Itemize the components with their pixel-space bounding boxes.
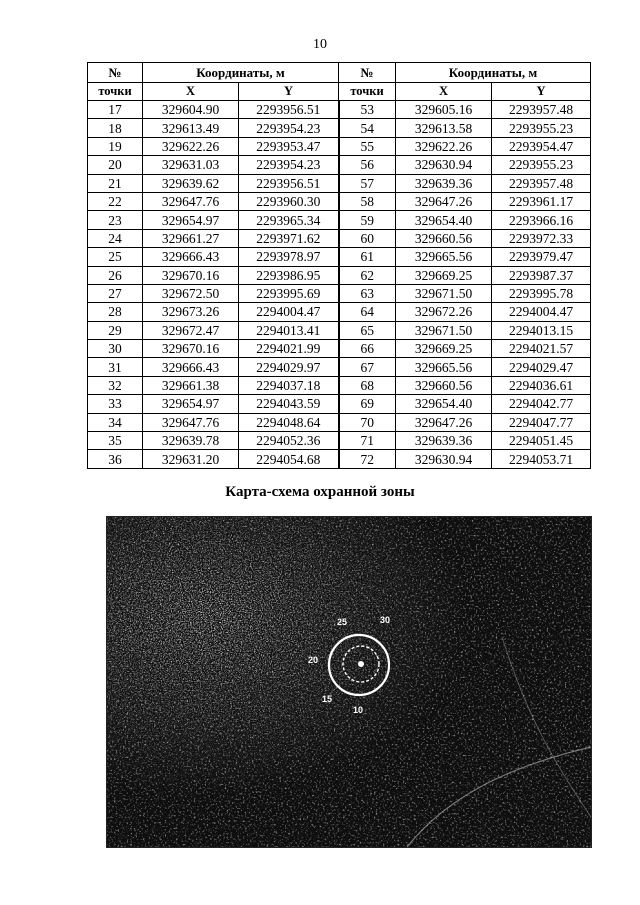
point-number-cell: 21 <box>88 174 143 192</box>
x-coordinate-cell: 329665.56 <box>396 248 492 266</box>
point-number-cell: 64 <box>339 303 396 321</box>
table-row <box>88 303 591 321</box>
point-number-cell: 29 <box>88 321 143 339</box>
point-number-cell: 59 <box>339 211 396 229</box>
x-coordinate-cell: 329661.27 <box>143 229 239 247</box>
header-x-left: X <box>143 83 239 101</box>
point-number-cell: 19 <box>88 137 143 155</box>
y-coordinate-cell: 2293972.33 <box>492 229 591 247</box>
y-coordinate-cell: 2294036.61 <box>492 376 591 394</box>
point-number-cell: 23 <box>88 211 143 229</box>
point-number-cell: 32 <box>88 376 143 394</box>
x-coordinate-cell: 329647.76 <box>143 192 239 210</box>
point-number-cell: 36 <box>88 450 143 468</box>
x-coordinate-cell: 329639.62 <box>143 174 239 192</box>
table-row <box>88 432 591 450</box>
x-coordinate-cell: 329639.78 <box>143 432 239 450</box>
x-coordinate-cell: 329622.26 <box>396 137 492 155</box>
x-coordinate-cell: 329613.49 <box>143 119 239 137</box>
point-number-cell: 69 <box>339 395 396 413</box>
x-coordinate-cell: 329669.25 <box>396 340 492 358</box>
y-coordinate-cell: 2293987.37 <box>492 266 591 284</box>
table-row <box>88 321 591 339</box>
point-number-cell: 56 <box>339 156 396 174</box>
y-coordinate-cell: 2293954.47 <box>492 137 591 155</box>
point-number-cell: 35 <box>88 432 143 450</box>
table-row <box>88 284 591 302</box>
x-coordinate-cell: 329666.43 <box>143 358 239 376</box>
y-coordinate-cell: 2293960.30 <box>239 192 339 210</box>
map-label-30: 30 <box>380 615 391 625</box>
header-coords-right: Координаты, м <box>396 63 591 83</box>
map-light-area <box>107 517 591 847</box>
point-number-cell: 25 <box>88 248 143 266</box>
map-image <box>107 517 591 847</box>
point-number-cell: 62 <box>339 266 396 284</box>
point-number-cell: 66 <box>339 340 396 358</box>
point-number-cell: 28 <box>88 303 143 321</box>
x-coordinate-cell: 329666.43 <box>143 248 239 266</box>
point-number-cell: 60 <box>339 229 396 247</box>
x-coordinate-cell: 329622.26 <box>143 137 239 155</box>
point-number-cell: 57 <box>339 174 396 192</box>
point-number-cell: 53 <box>339 101 396 119</box>
y-coordinate-cell: 2294004.47 <box>239 303 339 321</box>
x-coordinate-cell: 329631.03 <box>143 156 239 174</box>
map-label-25: 25 <box>337 617 348 627</box>
y-coordinate-cell: 2294052.36 <box>239 432 339 450</box>
x-coordinate-cell: 329670.16 <box>143 266 239 284</box>
table-row <box>88 413 591 431</box>
y-coordinate-cell: 2293978.97 <box>239 248 339 266</box>
header-y-right: Y <box>492 83 591 101</box>
header-points-right: точки <box>339 83 396 101</box>
point-number-cell: 63 <box>339 284 396 302</box>
y-coordinate-cell: 2294042.77 <box>492 395 591 413</box>
table-row <box>88 229 591 247</box>
x-coordinate-cell: 329673.26 <box>143 303 239 321</box>
y-coordinate-cell: 2293955.23 <box>492 156 591 174</box>
y-coordinate-cell: 2293979.47 <box>492 248 591 266</box>
point-number-cell: 17 <box>88 101 143 119</box>
y-coordinate-cell: 2293956.51 <box>239 101 339 119</box>
y-coordinate-cell: 2294048.64 <box>239 413 339 431</box>
y-coordinate-cell: 2294029.47 <box>492 358 591 376</box>
point-number-cell: 20 <box>88 156 143 174</box>
x-coordinate-cell: 329631.20 <box>143 450 239 468</box>
header-no-left: № <box>88 63 143 83</box>
x-coordinate-cell: 329647.26 <box>396 413 492 431</box>
y-coordinate-cell: 2294053.71 <box>492 450 591 468</box>
y-coordinate-cell: 2294043.59 <box>239 395 339 413</box>
x-coordinate-cell: 329672.47 <box>143 321 239 339</box>
header-x-right: X <box>396 83 492 101</box>
y-coordinate-cell: 2293954.23 <box>239 119 339 137</box>
header-y-left: Y <box>239 83 339 101</box>
x-coordinate-cell: 329671.50 <box>396 321 492 339</box>
y-coordinate-cell: 2293957.48 <box>492 174 591 192</box>
map-caption: Карта-схема охранной зоны <box>225 484 415 500</box>
table-row <box>88 192 591 210</box>
point-number-cell: 70 <box>339 413 396 431</box>
point-number-cell: 30 <box>88 340 143 358</box>
table-row <box>88 248 591 266</box>
x-coordinate-cell: 329654.40 <box>396 395 492 413</box>
point-number-cell: 27 <box>88 284 143 302</box>
y-coordinate-cell: 2293961.17 <box>492 192 591 210</box>
protection-zone-map <box>106 516 592 848</box>
y-coordinate-cell: 2293966.16 <box>492 211 591 229</box>
x-coordinate-cell: 329672.26 <box>396 303 492 321</box>
y-coordinate-cell: 2293955.23 <box>492 119 591 137</box>
y-coordinate-cell: 2293971.62 <box>239 229 339 247</box>
y-coordinate-cell: 2293954.23 <box>239 156 339 174</box>
page-number: 10 <box>313 37 327 52</box>
table-row <box>88 340 591 358</box>
y-coordinate-cell: 2294021.99 <box>239 340 339 358</box>
table-row <box>88 395 591 413</box>
point-number-cell: 22 <box>88 192 143 210</box>
x-coordinate-cell: 329604.90 <box>143 101 239 119</box>
point-number-cell: 58 <box>339 192 396 210</box>
y-coordinate-cell: 2294021.57 <box>492 340 591 358</box>
y-coordinate-cell: 2294051.45 <box>492 432 591 450</box>
table-row <box>88 101 591 119</box>
point-number-cell: 61 <box>339 248 396 266</box>
y-coordinate-cell: 2294013.15 <box>492 321 591 339</box>
table-row <box>88 137 591 155</box>
x-coordinate-cell: 329605.16 <box>396 101 492 119</box>
table-row <box>88 174 591 192</box>
map-label-20: 20 <box>308 655 319 665</box>
point-number-cell: 72 <box>339 450 396 468</box>
x-coordinate-cell: 329639.36 <box>396 432 492 450</box>
table-row <box>88 358 591 376</box>
x-coordinate-cell: 329639.36 <box>396 174 492 192</box>
point-number-cell: 54 <box>339 119 396 137</box>
x-coordinate-cell: 329654.97 <box>143 211 239 229</box>
header-no-right: № <box>339 63 396 83</box>
table-row <box>88 211 591 229</box>
y-coordinate-cell: 2294029.97 <box>239 358 339 376</box>
point-number-cell: 55 <box>339 137 396 155</box>
point-number-cell: 34 <box>88 413 143 431</box>
table-row <box>88 266 591 284</box>
coordinates-table <box>87 62 591 469</box>
x-coordinate-cell: 329669.25 <box>396 266 492 284</box>
y-coordinate-cell: 2293953.47 <box>239 137 339 155</box>
table-body <box>88 101 591 469</box>
point-number-cell: 18 <box>88 119 143 137</box>
table-row <box>88 156 591 174</box>
y-coordinate-cell: 2293965.34 <box>239 211 339 229</box>
x-coordinate-cell: 329630.94 <box>396 156 492 174</box>
map-label-15: 15 <box>322 694 333 704</box>
point-number-cell: 65 <box>339 321 396 339</box>
y-coordinate-cell: 2294054.68 <box>239 450 339 468</box>
x-coordinate-cell: 329647.26 <box>396 192 492 210</box>
x-coordinate-cell: 329672.50 <box>143 284 239 302</box>
y-coordinate-cell: 2293995.69 <box>239 284 339 302</box>
x-coordinate-cell: 329665.56 <box>396 358 492 376</box>
x-coordinate-cell: 329670.16 <box>143 340 239 358</box>
x-coordinate-cell: 329654.40 <box>396 211 492 229</box>
x-coordinate-cell: 329654.97 <box>143 395 239 413</box>
x-coordinate-cell: 329630.94 <box>396 450 492 468</box>
center-point <box>358 661 364 667</box>
x-coordinate-cell: 329647.76 <box>143 413 239 431</box>
table-row <box>88 376 591 394</box>
point-number-cell: 33 <box>88 395 143 413</box>
y-coordinate-cell: 2294037.18 <box>239 376 339 394</box>
x-coordinate-cell: 329661.38 <box>143 376 239 394</box>
point-number-cell: 31 <box>88 358 143 376</box>
point-number-cell: 26 <box>88 266 143 284</box>
point-number-cell: 67 <box>339 358 396 376</box>
point-number-cell: 24 <box>88 229 143 247</box>
x-coordinate-cell: 329660.56 <box>396 229 492 247</box>
y-coordinate-cell: 2294047.77 <box>492 413 591 431</box>
header-points-left: точки <box>88 83 143 101</box>
header-coords-left: Координаты, м <box>143 63 339 83</box>
y-coordinate-cell: 2293995.78 <box>492 284 591 302</box>
map-label-10: 10 <box>353 705 364 715</box>
x-coordinate-cell: 329613.58 <box>396 119 492 137</box>
y-coordinate-cell: 2293986.95 <box>239 266 339 284</box>
y-coordinate-cell: 2293956.51 <box>239 174 339 192</box>
table-row <box>88 450 591 468</box>
y-coordinate-cell: 2294004.47 <box>492 303 591 321</box>
x-coordinate-cell: 329660.56 <box>396 376 492 394</box>
y-coordinate-cell: 2293957.48 <box>492 101 591 119</box>
y-coordinate-cell: 2294013.41 <box>239 321 339 339</box>
table-row <box>88 119 591 137</box>
x-coordinate-cell: 329671.50 <box>396 284 492 302</box>
point-number-cell: 71 <box>339 432 396 450</box>
point-number-cell: 68 <box>339 376 396 394</box>
